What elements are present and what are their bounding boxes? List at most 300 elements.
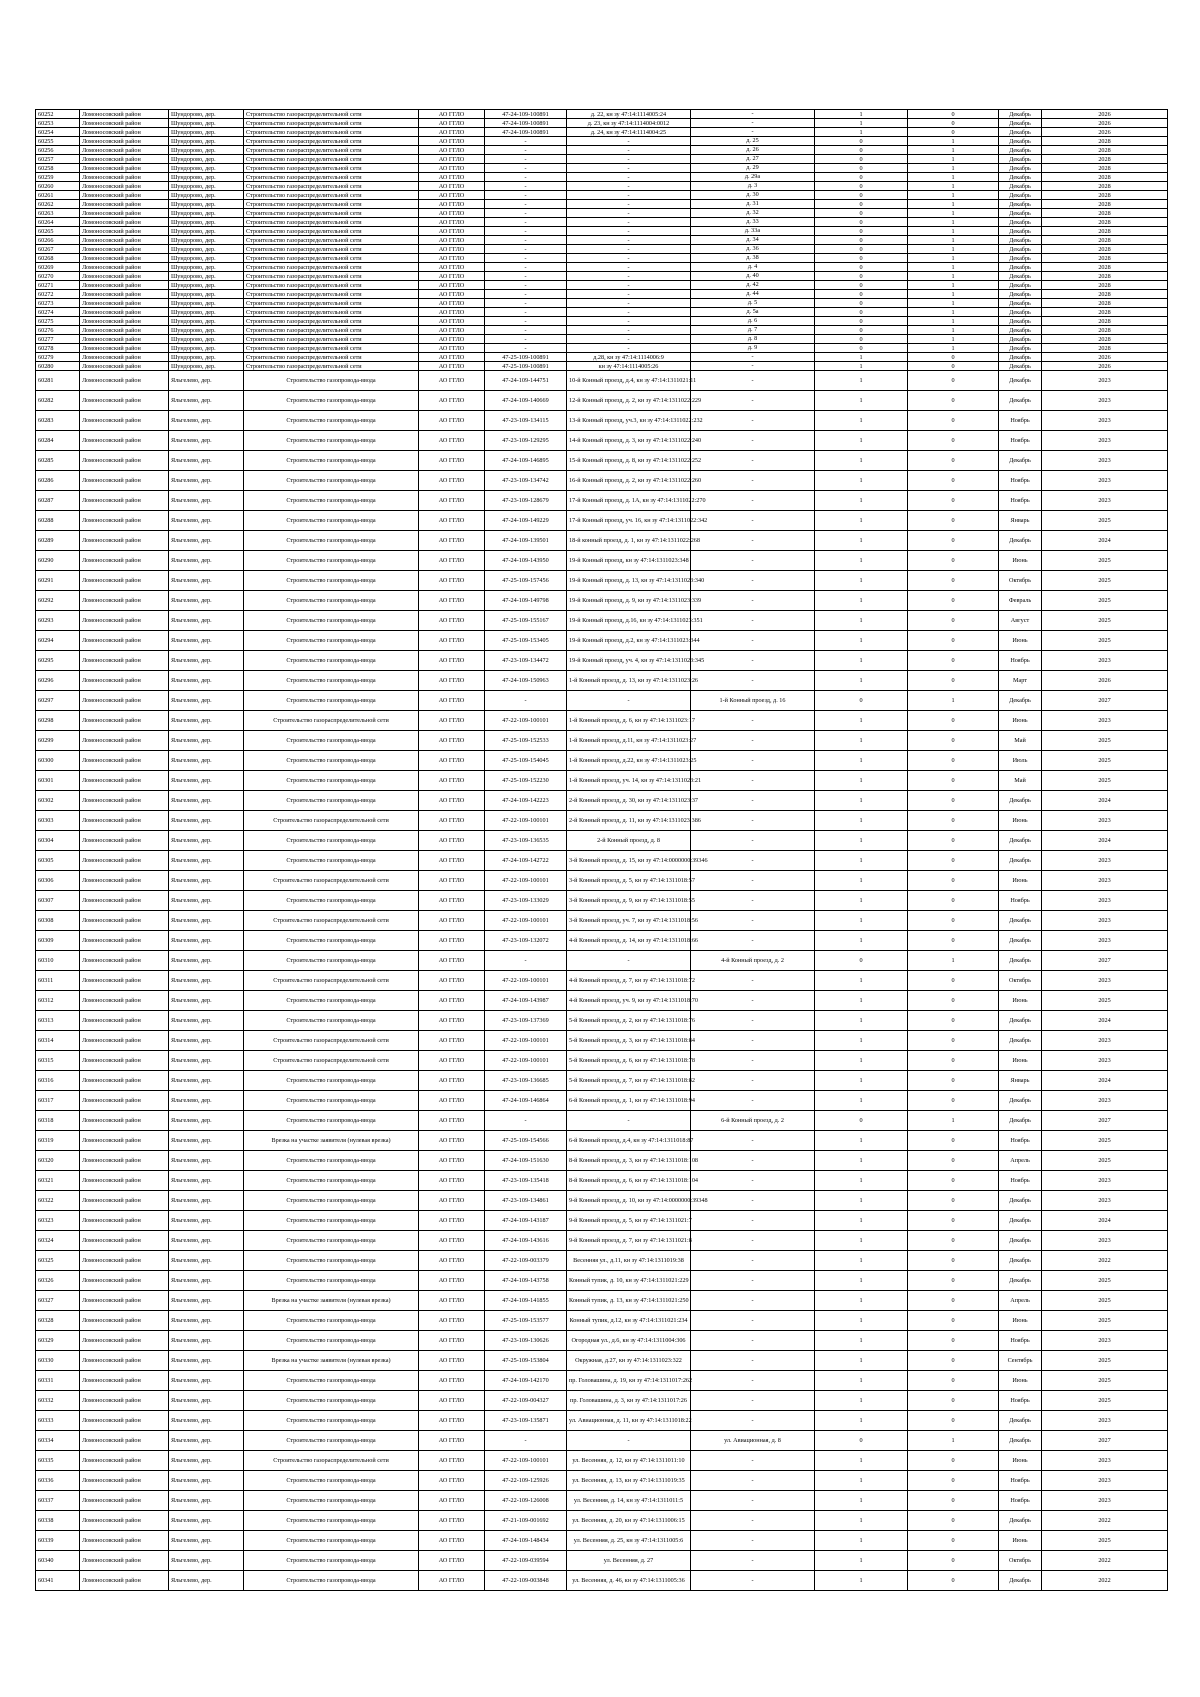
year-cell: 2025 [1042,1311,1168,1331]
application-number-cell: 47-25-109-152533 [485,731,567,751]
table-row [36,191,1168,200]
settlement-cell: Шундорово, дер. [169,245,244,254]
settlement-cell: Яльгелево, дер. [169,1451,244,1471]
work-type-cell: Строительство газораспределительной сети [244,317,419,326]
year-cell: 2023 [1042,411,1168,431]
district-cell: Ломоносовский район [80,931,169,951]
row-number-cell: 60280 [36,362,80,371]
address-cell: - [691,751,815,771]
application-number-cell: - [485,1431,567,1451]
district-cell: Ломоносовский район [80,335,169,344]
table-row [36,335,1168,344]
work-type-cell: Строительство газораспределительной сети [244,1451,419,1471]
organization-cell: АО ГГЛО [419,326,485,335]
count-b-cell: 0 [908,1531,999,1551]
address-cadastre-cell: ул. Весенняя, д. 13, кн зу 47:14:1311019:35 [567,1471,691,1491]
district-cell: Ломоносовский район [80,1131,169,1151]
count-b-cell: 0 [908,353,999,362]
count-b-cell: 0 [908,128,999,137]
address-cadastre-cell: - [567,317,691,326]
work-type-cell: Строительство газопровода-ввода [244,651,419,671]
application-number-cell: - [485,326,567,335]
row-number-cell: 60303 [36,811,80,831]
table-row [36,591,1168,611]
table-row [36,137,1168,146]
address-cell: - [691,911,815,931]
application-number-cell: 47-24-109-143616 [485,1231,567,1251]
year-cell: 2025 [1042,751,1168,771]
year-cell: 2023 [1042,1191,1168,1211]
table-row [36,173,1168,182]
district-cell: Ломоносовский район [80,611,169,631]
settlement-cell: Яльгелево, дер. [169,1211,244,1231]
settlement-cell: Шундорово, дер. [169,119,244,128]
settlement-cell: Шундорово, дер. [169,182,244,191]
district-cell: Ломоносовский район [80,1111,169,1131]
row-number-cell: 60286 [36,471,80,491]
year-cell: 2025 [1042,571,1168,591]
month-cell: Ноябрь [999,1171,1042,1191]
address-cadastre-cell: 16-й Конный проезд, д. 2, кн зу 47:14:1311022:260 [567,471,691,491]
work-type-cell: Строительство газопровода-ввода [244,851,419,871]
work-type-cell: Строительство газораспределительной сети [244,335,419,344]
application-number-cell: 47-23-109-133029 [485,891,567,911]
count-b-cell: 0 [908,1151,999,1171]
address-cell: - [691,391,815,411]
address-cadastre-cell: - [567,227,691,236]
organization-cell: АО ГГЛО [419,1491,485,1511]
address-cadastre-cell: - [567,290,691,299]
application-number-cell: 47-24-109-100891 [485,110,567,119]
register-table [35,109,1168,1591]
count-a-cell: 1 [815,391,908,411]
address-cell: - [691,631,815,651]
application-number-cell: 47-23-109-135871 [485,1411,567,1431]
month-cell: Декабрь [999,791,1042,811]
application-number-cell: 47-22-109-100101 [485,1031,567,1051]
year-cell: 2028 [1042,164,1168,173]
count-b-cell: 0 [908,1191,999,1211]
organization-cell: АО ГГЛО [419,1471,485,1491]
district-cell: Ломоносовский район [80,1431,169,1451]
count-a-cell: 1 [815,1571,908,1591]
application-number-cell: - [485,272,567,281]
year-cell: 2028 [1042,290,1168,299]
address-cadastre-cell: - [567,254,691,263]
count-b-cell: 0 [908,1491,999,1511]
settlement-cell: Шундорово, дер. [169,227,244,236]
year-cell: 2028 [1042,146,1168,155]
application-number-cell: 47-22-109-100101 [485,711,567,731]
settlement-cell: Шундорово, дер. [169,164,244,173]
organization-cell: АО ГГЛО [419,831,485,851]
application-number-cell: 47-24-109-146895 [485,451,567,471]
count-b-cell: 0 [908,551,999,571]
count-a-cell: 0 [815,236,908,245]
month-cell: Декабрь [999,531,1042,551]
table-row [36,1271,1168,1291]
organization-cell: АО ГГЛО [419,344,485,353]
row-number-cell: 60276 [36,326,80,335]
address-cadastre-cell: Окружная, д.27, кн зу 47:14:1311023:322 [567,1351,691,1371]
address-cadastre-cell: 1-й Конный проезд, д. 13, кн зу 47:14:1311023:26 [567,671,691,691]
table-row [36,871,1168,891]
organization-cell: АО ГГЛО [419,591,485,611]
count-a-cell: 1 [815,1391,908,1411]
row-number-cell: 60302 [36,791,80,811]
address-cadastre-cell: 2-й Конный проезд, д. 8 [567,831,691,851]
row-number-cell: 60299 [36,731,80,751]
address-cell: д. 29 [691,164,815,173]
district-cell: Ломоносовский район [80,871,169,891]
organization-cell: АО ГГЛО [419,551,485,571]
year-cell: 2024 [1042,831,1168,851]
organization-cell: АО ГГЛО [419,1231,485,1251]
address-cell: - [691,651,815,671]
organization-cell: АО ГГЛО [419,531,485,551]
table-row [36,1111,1168,1131]
application-number-cell: - [485,236,567,245]
address-cadastre-cell: 2-й Конный проезд, д. 30, кн зу 47:14:1311023:37 [567,791,691,811]
count-a-cell: 1 [815,411,908,431]
address-cell: - [691,711,815,731]
address-cadastre-cell: ул. Весенняя, д. 20, кн зу 47:14:1311006:15 [567,1511,691,1531]
address-cell: - [691,791,815,811]
district-cell: Ломоносовский район [80,491,169,511]
address-cadastre-cell: 13-й Конный проезд, уч.3, кн зу 47:14:1311022:232 [567,411,691,431]
table-row [36,218,1168,227]
year-cell: 2022 [1042,1511,1168,1531]
settlement-cell: Яльгелево, дер. [169,891,244,911]
row-number-cell: 60305 [36,851,80,871]
application-number-cell: - [485,227,567,236]
address-cell: д. 40 [691,272,815,281]
table-row [36,891,1168,911]
address-cell: - [691,831,815,851]
count-a-cell: 0 [815,317,908,326]
year-cell: 2023 [1042,391,1168,411]
organization-cell: АО ГГЛО [419,1551,485,1571]
address-cell: - [691,1231,815,1251]
district-cell: Ломоносовский район [80,1191,169,1211]
count-a-cell: 1 [815,751,908,771]
address-cell: - [691,451,815,471]
application-number-cell: 47-23-109-134742 [485,471,567,491]
work-type-cell: Строительство газораспределительной сети [244,218,419,227]
count-b-cell: 0 [908,119,999,128]
work-type-cell: Строительство газораспределительной сети [244,254,419,263]
address-cadastre-cell: - [567,182,691,191]
address-cadastre-cell: ул. Весенняя, д. 46, кн зу 47:14:1311005:36 [567,1571,691,1591]
application-number-cell: - [485,155,567,164]
work-type-cell: Строительство газопровода-ввода [244,1491,419,1511]
table-row [36,236,1168,245]
row-number-cell: 60261 [36,191,80,200]
month-cell: Декабрь [999,911,1042,931]
count-a-cell: 1 [815,1091,908,1111]
work-type-cell: Строительство газопровода-ввода [244,1331,419,1351]
application-number-cell: 47-23-109-137369 [485,1011,567,1031]
count-b-cell: 0 [908,1411,999,1431]
row-number-cell: 60339 [36,1531,80,1551]
year-cell: 2022 [1042,1251,1168,1271]
table-row [36,1211,1168,1231]
table-row [36,791,1168,811]
address-cadastre-cell: 19-й Конный проезд, кн зу 47:14:1311023:348 [567,551,691,571]
settlement-cell: Яльгелево, дер. [169,391,244,411]
application-number-cell: 47-24-109-141855 [485,1291,567,1311]
address-cell: д. 44 [691,290,815,299]
work-type-cell: Строительство газопровода-ввода [244,1311,419,1331]
year-cell: 2025 [1042,1371,1168,1391]
organization-cell: АО ГГЛО [419,971,485,991]
district-cell: Ломоносовский район [80,531,169,551]
organization-cell: АО ГГЛО [419,1431,485,1451]
application-number-cell: 47-23-109-134115 [485,411,567,431]
year-cell: 2023 [1042,1051,1168,1071]
table-row [36,1391,1168,1411]
count-a-cell: 0 [815,344,908,353]
application-number-cell: 47-23-109-135418 [485,1171,567,1191]
row-number-cell: 60327 [36,1291,80,1311]
count-b-cell: 1 [908,155,999,164]
district-cell: Ломоносовский район [80,851,169,871]
organization-cell: АО ГГЛО [419,236,485,245]
settlement-cell: Яльгелево, дер. [169,931,244,951]
address-cadastre-cell: 1-й Конный проезд, д.22, кн зу 47:14:1311023:25 [567,751,691,771]
address-cell: д. 33 [691,218,815,227]
settlement-cell: Яльгелево, дер. [169,1291,244,1311]
count-a-cell: 1 [815,362,908,371]
month-cell: Декабрь [999,391,1042,411]
count-a-cell: 0 [815,164,908,173]
count-a-cell: 1 [815,1271,908,1291]
year-cell: 2023 [1042,491,1168,511]
table-row [36,1351,1168,1371]
application-number-cell: 47-24-109-148434 [485,1531,567,1551]
address-cell: - [691,353,815,362]
count-b-cell: 1 [908,1431,999,1451]
count-a-cell: 1 [815,1171,908,1191]
application-number-cell: - [485,290,567,299]
month-cell: Декабрь [999,691,1042,711]
month-cell: Январь [999,511,1042,531]
year-cell: 2023 [1042,431,1168,451]
application-number-cell: - [485,218,567,227]
count-a-cell: 1 [815,1451,908,1471]
work-type-cell: Строительство газопровода-ввода [244,411,419,431]
settlement-cell: Яльгелево, дер. [169,831,244,851]
table-row [36,531,1168,551]
district-cell: Ломоносовский район [80,155,169,164]
year-cell: 2028 [1042,236,1168,245]
row-number-cell: 60283 [36,411,80,431]
address-cadastre-cell: 12-й Конный проезд, д. 2, кн зу 47:14:1311022:229 [567,391,691,411]
row-number-cell: 60318 [36,1111,80,1131]
address-cell: д. 29а [691,173,815,182]
address-cadastre-cell: - [567,236,691,245]
count-b-cell: 0 [908,531,999,551]
district-cell: Ломоносовский район [80,691,169,711]
address-cadastre-cell: 3-й Конный проезд, д. 15, кн зу 47:14:0000000:39346 [567,851,691,871]
settlement-cell: Шундорово, дер. [169,362,244,371]
application-number-cell: 47-22-109-039594 [485,1551,567,1571]
count-b-cell: 0 [908,1271,999,1291]
count-b-cell: 1 [908,308,999,317]
year-cell: 2023 [1042,851,1168,871]
count-b-cell: 1 [908,951,999,971]
address-cell: - [691,371,815,391]
month-cell: Май [999,731,1042,751]
table-row [36,1571,1168,1591]
table-row [36,254,1168,263]
row-number-cell: 60321 [36,1171,80,1191]
district-cell: Ломоносовский район [80,831,169,851]
table-row [36,951,1168,971]
month-cell: Декабрь [999,263,1042,272]
count-b-cell: 0 [908,1451,999,1471]
address-cadastre-cell: 6-й Конный проезд, д.4, кн зу 47:14:1311018:87 [567,1131,691,1151]
district-cell: Ломоносовский район [80,551,169,571]
organization-cell: АО ГГЛО [419,1131,485,1151]
settlement-cell: Яльгелево, дер. [169,1151,244,1171]
address-cadastre-cell: 19-й Конный проезд, д.16, кн зу 47:14:1311023:351 [567,611,691,631]
count-b-cell: 1 [908,218,999,227]
table-row [36,263,1168,272]
work-type-cell: Строительство газораспределительной сети [244,209,419,218]
address-cadastre-cell: пр. Головашина, д. 3, кн зу 47:14:1311017:26 [567,1391,691,1411]
year-cell: 2023 [1042,651,1168,671]
count-b-cell: 0 [908,671,999,691]
application-number-cell: 47-23-109-130626 [485,1331,567,1351]
table-row [36,1071,1168,1091]
application-number-cell: - [485,209,567,218]
month-cell: Ноябрь [999,491,1042,511]
count-b-cell: 0 [908,411,999,431]
settlement-cell: Шундорово, дер. [169,299,244,308]
address-cadastre-cell: - [567,164,691,173]
settlement-cell: Яльгелево, дер. [169,771,244,791]
district-cell: Ломоносовский район [80,791,169,811]
address-cell: - [691,1451,815,1471]
count-a-cell: 0 [815,263,908,272]
address-cell: - [691,1551,815,1571]
district-cell: Ломоносовский район [80,991,169,1011]
organization-cell: АО ГГЛО [419,1291,485,1311]
organization-cell: АО ГГЛО [419,137,485,146]
table-row [36,1431,1168,1451]
year-cell: 2023 [1042,811,1168,831]
count-a-cell: 1 [815,731,908,751]
count-a-cell: 1 [815,511,908,531]
work-type-cell: Строительство газораспределительной сети [244,344,419,353]
month-cell: Декабрь [999,353,1042,362]
month-cell: Декабрь [999,1111,1042,1131]
year-cell: 2026 [1042,362,1168,371]
organization-cell: АО ГГЛО [419,362,485,371]
settlement-cell: Яльгелево, дер. [169,1251,244,1271]
count-b-cell: 1 [908,317,999,326]
work-type-cell: Строительство газопровода-ввода [244,671,419,691]
month-cell: Июнь [999,1371,1042,1391]
table-row [36,451,1168,471]
count-a-cell: 1 [815,353,908,362]
count-b-cell: 0 [908,631,999,651]
work-type-cell: Строительство газораспределительной сети [244,1051,419,1071]
row-number-cell: 60323 [36,1211,80,1231]
application-number-cell: 47-25-109-157456 [485,571,567,591]
work-type-cell: Строительство газораспределительной сети [244,137,419,146]
organization-cell: АО ГГЛО [419,391,485,411]
table-row [36,1331,1168,1351]
address-cell: д. 31 [691,200,815,209]
address-cadastre-cell: кн зу 47:14:1114005:26 [567,362,691,371]
address-cell: д. 36 [691,245,815,254]
settlement-cell: Шундорово, дер. [169,263,244,272]
address-cell: - [691,1411,815,1431]
address-cell: 1-й Конный проезд, д. 16 [691,691,815,711]
address-cell: - [691,411,815,431]
application-number-cell: - [485,254,567,263]
application-number-cell: - [485,1111,567,1131]
address-cell: - [691,531,815,551]
month-cell: Декабрь [999,1191,1042,1211]
district-cell: Ломоносовский район [80,254,169,263]
count-a-cell: 1 [815,1191,908,1211]
application-number-cell: - [485,344,567,353]
address-cell: - [691,471,815,491]
count-b-cell: 0 [908,991,999,1011]
row-number-cell: 60278 [36,344,80,353]
organization-cell: АО ГГЛО [419,471,485,491]
row-number-cell: 60277 [36,335,80,344]
row-number-cell: 60313 [36,1011,80,1031]
address-cadastre-cell: 4-й Конный проезд, д. 7, кн зу 47:14:1311018:72 [567,971,691,991]
address-cell: - [691,1571,815,1591]
address-cadastre-cell: - [567,1431,691,1451]
count-a-cell: 0 [815,308,908,317]
row-number-cell: 60317 [36,1091,80,1111]
row-number-cell: 60269 [36,263,80,272]
month-cell: Июнь [999,1051,1042,1071]
settlement-cell: Шундорово, дер. [169,173,244,182]
work-type-cell: Врезка на участке заявителя (нулевая врезка) [244,1291,419,1311]
address-cell: - [691,931,815,951]
register-sheet [35,109,1167,1591]
month-cell: Декабрь [999,362,1042,371]
organization-cell: АО ГГЛО [419,281,485,290]
district-cell: Ломоносовский район [80,164,169,173]
address-cell: д. 25 [691,137,815,146]
count-a-cell: 1 [815,571,908,591]
row-number-cell: 60306 [36,871,80,891]
row-number-cell: 60296 [36,671,80,691]
count-b-cell: 0 [908,571,999,591]
month-cell: Май [999,771,1042,791]
count-b-cell: 0 [908,1291,999,1311]
address-cell: - [691,671,815,691]
work-type-cell: Строительство газораспределительной сети [244,236,419,245]
count-b-cell: 0 [908,911,999,931]
district-cell: Ломоносовский район [80,1271,169,1291]
year-cell: 2025 [1042,1271,1168,1291]
month-cell: Ноябрь [999,1331,1042,1351]
address-cell: - [691,851,815,871]
month-cell: Декабрь [999,128,1042,137]
address-cadastre-cell: 9-й Конный проезд, д. 5, кн зу 47:14:1311021:7 [567,1211,691,1231]
month-cell: Декабрь [999,200,1042,209]
address-cell: - [691,1311,815,1331]
